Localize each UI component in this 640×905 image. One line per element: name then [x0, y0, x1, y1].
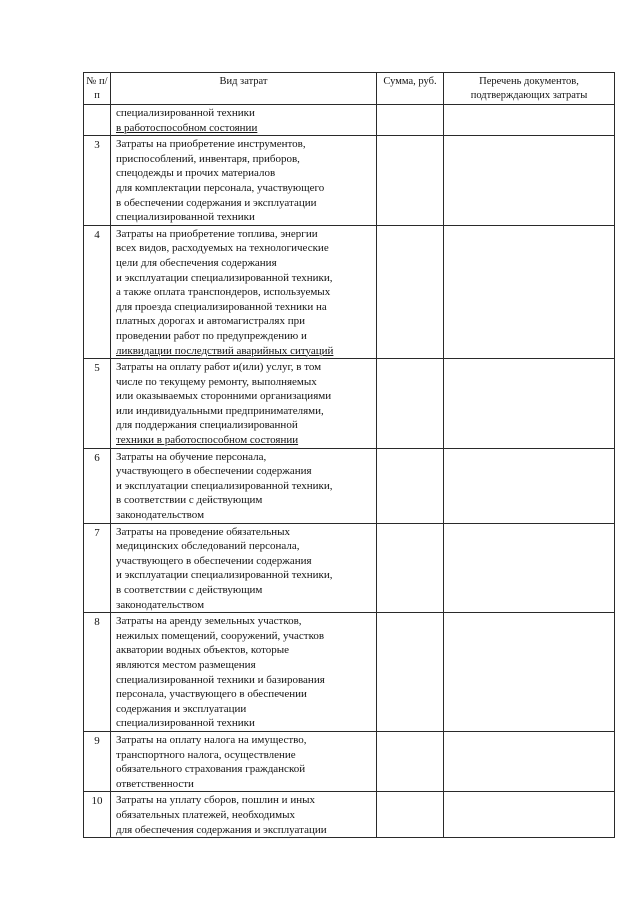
- documents-cell: [444, 731, 615, 791]
- cost-kind-cell: [111, 523, 377, 613]
- cost-kind-line: и эксплуатации специализированной техники,: [116, 569, 333, 582]
- cost-kind-line: спецодежды и прочих материалов: [116, 167, 276, 180]
- cost-kind-cell: [111, 613, 377, 732]
- cost-kind-line: в обеспечении содержания и эксплуатации: [116, 196, 317, 209]
- cost-kind-cell: [111, 792, 377, 838]
- cost-kind-line: законодательством: [116, 509, 205, 522]
- sum-cell: [377, 523, 444, 613]
- documents-cell: [444, 225, 615, 358]
- cost-kind-cell: [111, 105, 377, 136]
- cost-kind-line: нежилых помещений, сооружений, участков: [116, 629, 325, 642]
- sum-cell: [377, 136, 444, 226]
- cost-kind-line: приспособлений, инвентаря, приборов,: [116, 152, 300, 165]
- sum-cell: [377, 731, 444, 791]
- sum-cell: [377, 792, 444, 838]
- cost-kind-line: обязательных платежей, необходимых: [116, 808, 295, 821]
- cost-kind-cell: [111, 225, 377, 358]
- table-row: [84, 792, 615, 838]
- cost-kind-line: платных дорогах и автомагистралях при: [116, 315, 305, 328]
- cost-kind-line: персонала, участвующего в обеспечении: [116, 688, 307, 701]
- cost-kind-line: специализированной техники: [116, 717, 255, 730]
- cost-kind-line: всех видов, расходуемых на технологические: [116, 242, 329, 255]
- table-row: [84, 448, 615, 523]
- header-num: № п/п: [84, 73, 111, 105]
- row-number: [84, 105, 111, 136]
- table-row: [84, 523, 615, 613]
- cost-kind-line: для проезда специализированной техники на: [116, 300, 327, 313]
- table-header-row: [84, 73, 615, 105]
- header-sum: Сумма, руб.: [377, 73, 444, 105]
- sum-cell: [377, 613, 444, 732]
- cost-kind-cell: [111, 359, 377, 449]
- cost-kind-line: в работоспособном состоянии: [116, 121, 258, 134]
- documents-cell: [444, 359, 615, 449]
- cost-kind-line: цели для обеспечения содержания: [116, 256, 277, 269]
- cost-kind-line: или оказываемых сторонними организациями: [116, 390, 332, 403]
- row-number: 9: [84, 731, 111, 791]
- cost-kind-line: ответственности: [116, 777, 194, 790]
- cost-kind-line: специализированной техники: [116, 211, 255, 224]
- sum-cell: [377, 448, 444, 523]
- cost-kind-line: медицинских обследований персонала,: [116, 540, 300, 553]
- cost-kind-line: в соответствии с действующим: [116, 494, 263, 507]
- cost-kind-line: техники в работоспособном состоянии: [116, 434, 299, 447]
- cost-kind-cell: [111, 731, 377, 791]
- cost-kind-line: числе по текущему ремонту, выполняемых: [116, 375, 317, 388]
- costs-table: [83, 72, 615, 838]
- row-number: 10: [84, 792, 111, 838]
- row-number: 5: [84, 359, 111, 449]
- row-number: 6: [84, 448, 111, 523]
- documents-cell: [444, 613, 615, 732]
- cost-kind-line: и эксплуатации специализированной техники,: [116, 271, 333, 284]
- cost-kind-line: Затраты на оплату работ и(или) услуг, в том: [116, 361, 322, 374]
- cost-kind-line: транспортного налога, осуществление: [116, 748, 296, 761]
- cost-kind-line: участвующего в обеспечении содержания: [116, 554, 312, 567]
- cost-kind-line: для обеспечения содержания и эксплуатации: [116, 823, 327, 836]
- cost-kind-line: законодательством: [116, 598, 205, 611]
- documents-cell: [444, 523, 615, 613]
- cost-kind-line: Затраты на аренду земельных участков,: [116, 615, 302, 628]
- cost-kind-line: Затраты на уплату сборов, пошлин и иных: [116, 794, 315, 807]
- row-number: 3: [84, 136, 111, 226]
- table-row: [84, 731, 615, 791]
- table-row: [84, 613, 615, 732]
- cost-kind-line: участвующего в обеспечении содержания: [116, 465, 312, 478]
- documents-cell: [444, 105, 615, 136]
- cost-kind-line: являются местом размещения: [116, 658, 256, 671]
- row-number: 8: [84, 613, 111, 732]
- table-row: [84, 225, 615, 358]
- cost-kind-line: содержания и эксплуатации: [116, 702, 247, 715]
- documents-cell: [444, 136, 615, 226]
- sum-cell: [377, 105, 444, 136]
- cost-kind-line: а также оплата транспондеров, используемых: [116, 286, 331, 299]
- cost-kind-cell: [111, 448, 377, 523]
- cost-kind-line: проведении работ по предупреждению и: [116, 329, 307, 342]
- table-row: [84, 105, 615, 136]
- cost-kind-line: Затраты на проведение обязательных: [116, 525, 291, 538]
- cost-kind-line: Затраты на приобретение инструментов,: [116, 138, 306, 151]
- sum-cell: [377, 359, 444, 449]
- header-docs: Перечень документов, подтверждающих затраты: [444, 73, 615, 105]
- cost-kind-line: Затраты на оплату налога на имущество,: [116, 733, 307, 746]
- documents-cell: [444, 448, 615, 523]
- cost-kind-line: специализированной техники: [116, 107, 255, 119]
- cost-kind-line: специализированной техники и базирования: [116, 673, 325, 686]
- cost-kind-line: ликвидации последствий аварийных ситуаций: [116, 344, 334, 357]
- row-number: 7: [84, 523, 111, 613]
- cost-kind-line: или индивидуальными предпринимателями,: [116, 404, 324, 417]
- cost-kind-line: Затраты на обучение персонала,: [116, 450, 267, 463]
- sum-cell: [377, 225, 444, 358]
- cost-kind-line: Затраты на приобретение топлива, энергии: [116, 227, 318, 240]
- documents-cell: [444, 792, 615, 838]
- cost-kind-line: обязательного страхования гражданской: [116, 763, 306, 776]
- cost-kind-line: акватории водных объектов, которые: [116, 644, 290, 657]
- header-kind: Вид затрат: [111, 73, 377, 105]
- cost-kind-line: для комплектации персонала, участвующего: [116, 181, 325, 194]
- table-row: [84, 359, 615, 449]
- table-row: [84, 136, 615, 226]
- cost-kind-line: в соответствии с действующим: [116, 584, 263, 596]
- cost-kind-line: и эксплуатации специализированной техники,: [116, 479, 333, 492]
- cost-kind-cell: [111, 136, 377, 226]
- cost-kind-line: для поддержания специализированной: [116, 419, 298, 432]
- table-body: [84, 105, 615, 838]
- row-number: 4: [84, 225, 111, 358]
